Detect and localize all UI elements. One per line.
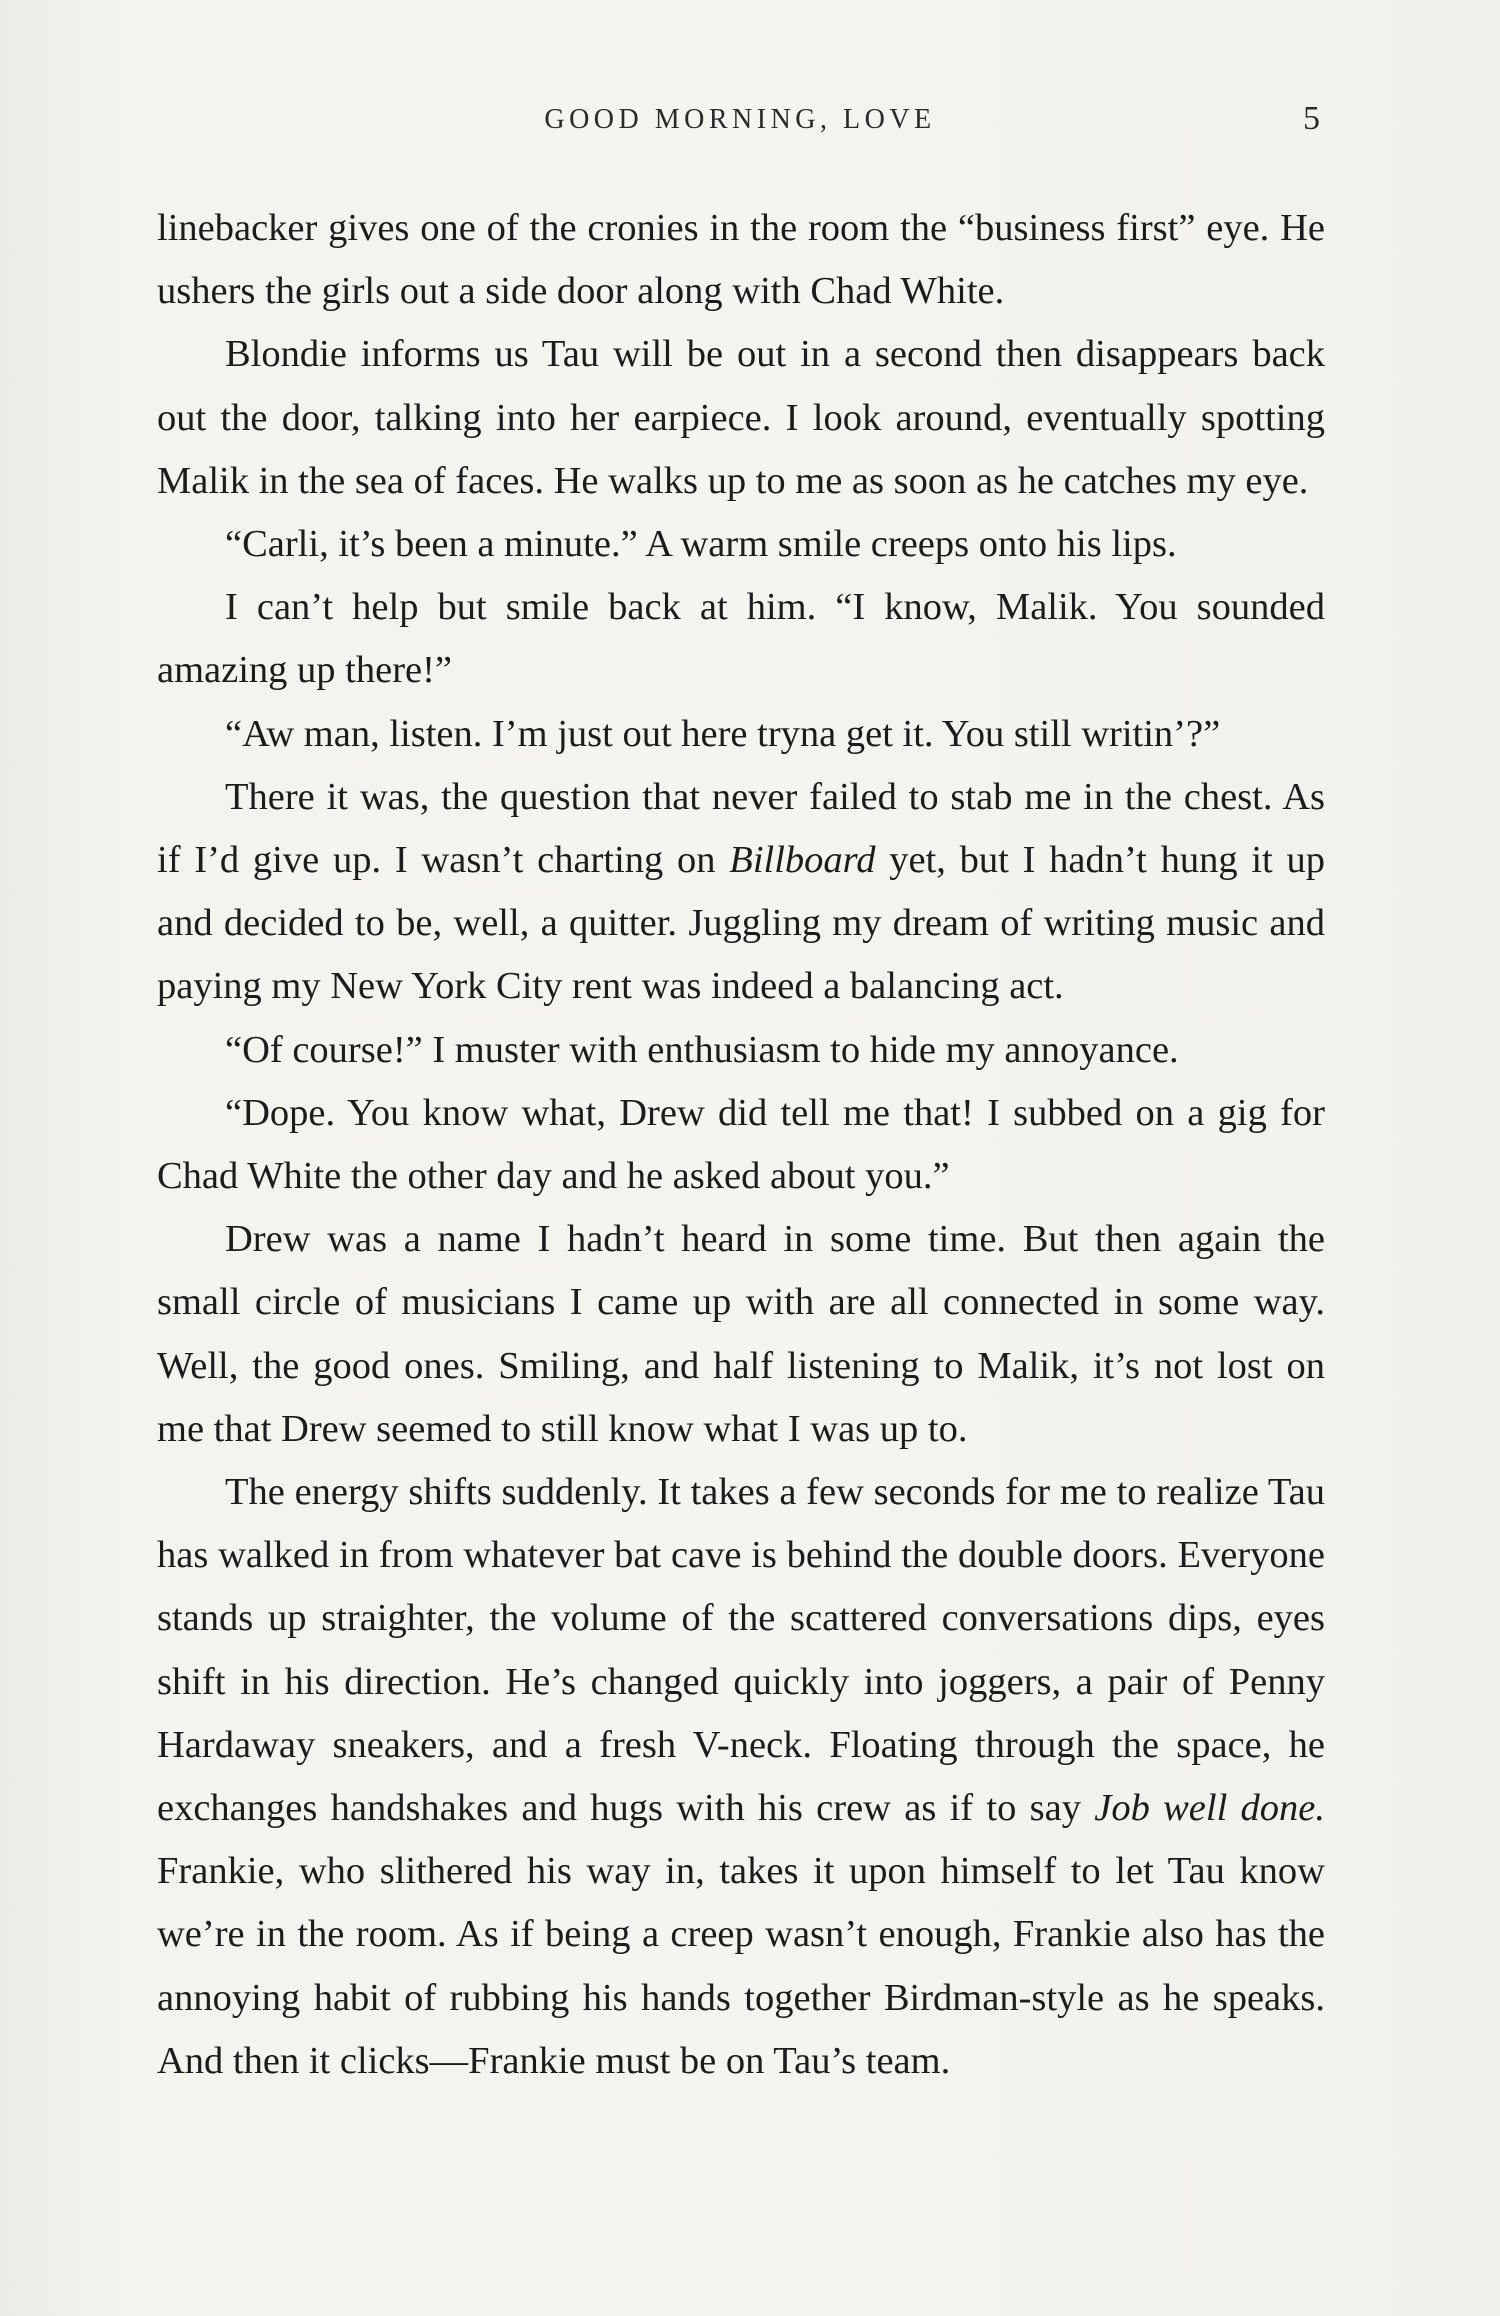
italic-phrase: Job well done. [1094,1787,1326,1830]
paragraph-text: linebacker gives one of the cronies in the room the “business first” eye. He ushers the girls out a side door along with Chad White. [157,207,1325,313]
body-text [157,197,1325,2093]
paragraph [157,576,1325,702]
paragraph [157,1461,1325,2093]
page-number: 5 [1303,100,1320,137]
paragraph [157,197,1325,323]
paragraph [157,1082,1325,1208]
paragraph-text: yet, but I hadn’t hung it up and decided to be, well, a quitter. Juggling my dream of writing music and paying my New York City rent was indeed a balancing act. [157,839,1325,1008]
paragraph [157,766,1325,1019]
paragraph-text: Drew was a name I hadn’t heard in some time. But then again the small circle of musicians I came up with are all connected in some way. Well, the good ones. Smiling, and half listening to Malik, it’s not lost on me that Drew seemed to still know what I was up to. [157,1218,1325,1450]
paragraph-text: “Aw man, listen. I’m just out here tryna get it. You still writin’?” [225,712,1221,755]
paragraph-text: The energy shifts suddenly. It takes a few seconds for me to realize Tau has walked in from whatever bat cave is behind the double doors. Everyone stands up straighter, the volume of the scattered conversations dips, eyes shift in his direction. He’s changed quickly into joggers, a pair of Penny Hardaway sneakers, and a fresh V-neck. Floating through the space, he exchanges handshakes and hugs with his crew as if to say [157,1471,1325,1830]
running-title: GOOD MORNING, LOVE [544,104,936,135]
paragraph-text: “Dope. You know what, Drew did tell me that! I subbed on a gig for Chad White the other day and he asked about you.” [157,1091,1325,1198]
italic-title: Billboard [729,839,876,882]
paragraph [157,323,1325,513]
paragraph-text: Frankie, who slithered his way in, takes it upon himself to let Tau know we’re in the room. As if being a creep wasn’t enough, Frankie also has the annoying habit of rubbing his hands together Birdman-style as he speaks. And then it clicks—Frankie must be on Tau’s team. [157,1850,1325,2082]
running-head [160,100,1320,148]
paragraph [157,1019,1325,1082]
paragraph-text: I can’t help but smile back at him. “I know, Malik. You sounded amazing up there!” [157,586,1325,692]
paragraph [157,703,1325,766]
paragraph-text: “Carli, it’s been a minute.” A warm smile creeps onto his lips. [225,523,1177,566]
paragraph [157,1208,1325,1461]
paragraph-text: Blondie informs us Tau will be out in a second then disappears back out the door, talking into her earpiece. I look around, eventually spotting Malik in the sea of faces. He walks up to me as soon as he catches my eye. [157,333,1325,502]
paragraph-text: There it was, the question that never failed to stab me in the chest. As if I’d give up. I wasn’t charting on [157,775,1325,882]
paragraph-text: “Of course!” I muster with enthusiasm to hide my annoyance. [225,1028,1179,1071]
paragraph [157,513,1325,576]
